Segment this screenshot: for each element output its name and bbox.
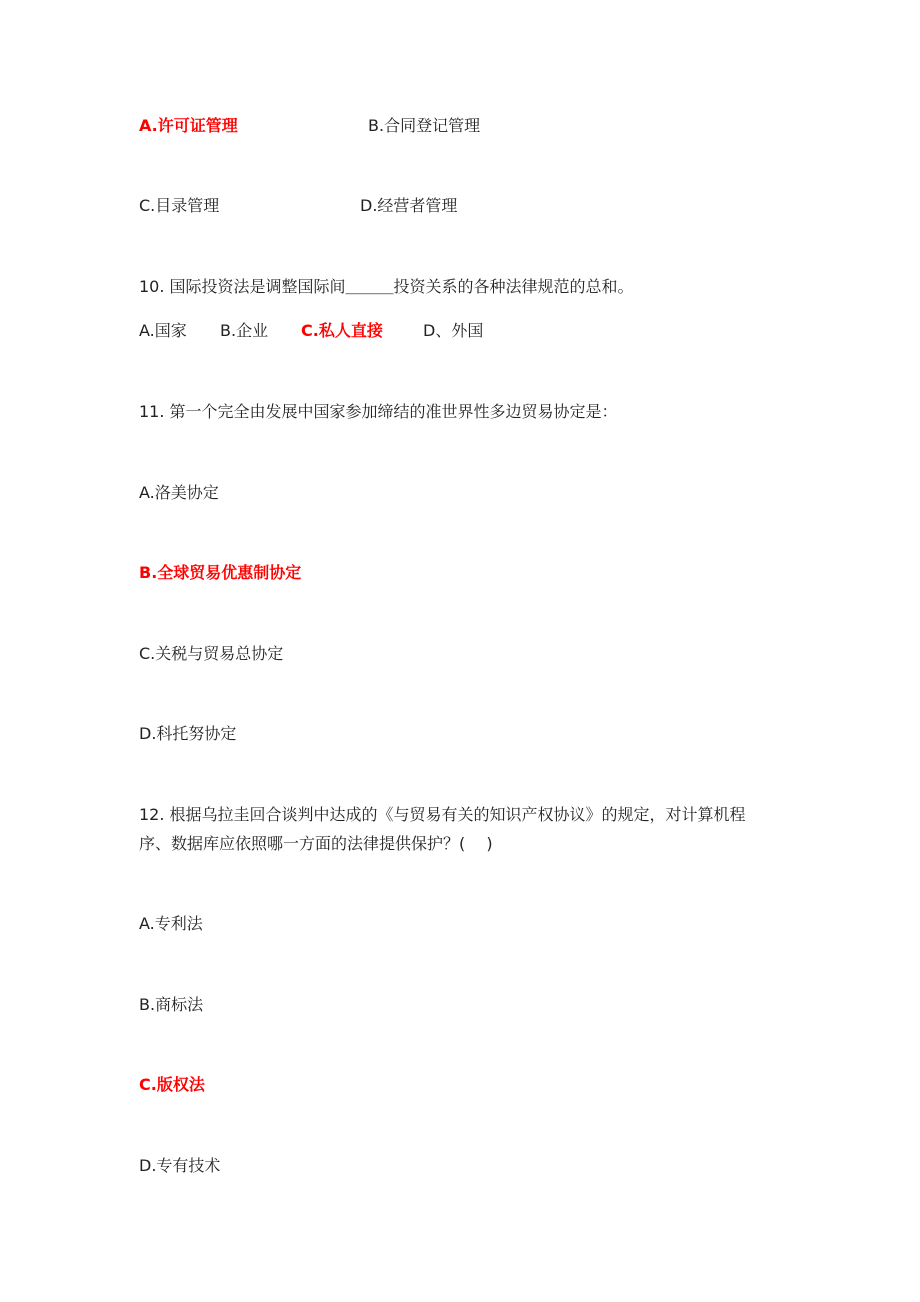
q12-option-c: C.版权法 bbox=[139, 1075, 205, 1094]
q9-option-c: C.目录管理 bbox=[139, 196, 220, 215]
q11-question: 11. 第一个完全由发展中国家参加缔结的准世界性多边贸易协定是： bbox=[139, 402, 618, 421]
q10-option-d: D、外国 bbox=[423, 321, 484, 340]
q12-question-line1: 12. 根据乌拉圭回合谈判中达成的《与贸易有关的知识产权协议》的规定，对计算机程 bbox=[139, 805, 746, 824]
q12-option-a: A.专利法 bbox=[139, 914, 203, 933]
q9-option-a: A.许可证管理 bbox=[139, 116, 238, 135]
q11-option-d: D.科托努协定 bbox=[139, 724, 237, 743]
q11-option-b: B.全球贸易优惠制协定 bbox=[139, 563, 302, 582]
q12-option-b: B.商标法 bbox=[139, 995, 204, 1014]
q9-option-d: D.经营者管理 bbox=[360, 196, 458, 215]
q10-question: 10. 国际投资法是调整国际间＿＿＿投资关系的各种法律规范的总和。 bbox=[139, 277, 634, 296]
q11-option-a: A.洛美协定 bbox=[139, 483, 219, 502]
q9-option-b: B.合同登记管理 bbox=[368, 116, 481, 135]
q12-option-d: D.专有技术 bbox=[139, 1156, 221, 1175]
q10-option-c: C.私人直接 bbox=[301, 321, 383, 340]
q10-option-b: B.企业 bbox=[220, 321, 269, 340]
q10-option-a: A.国家 bbox=[139, 321, 187, 340]
q11-option-c: C.关税与贸易总协定 bbox=[139, 644, 284, 663]
q12-question-line2: 序、数据库应依照哪一方面的法律提供保护？( ) bbox=[139, 834, 493, 853]
